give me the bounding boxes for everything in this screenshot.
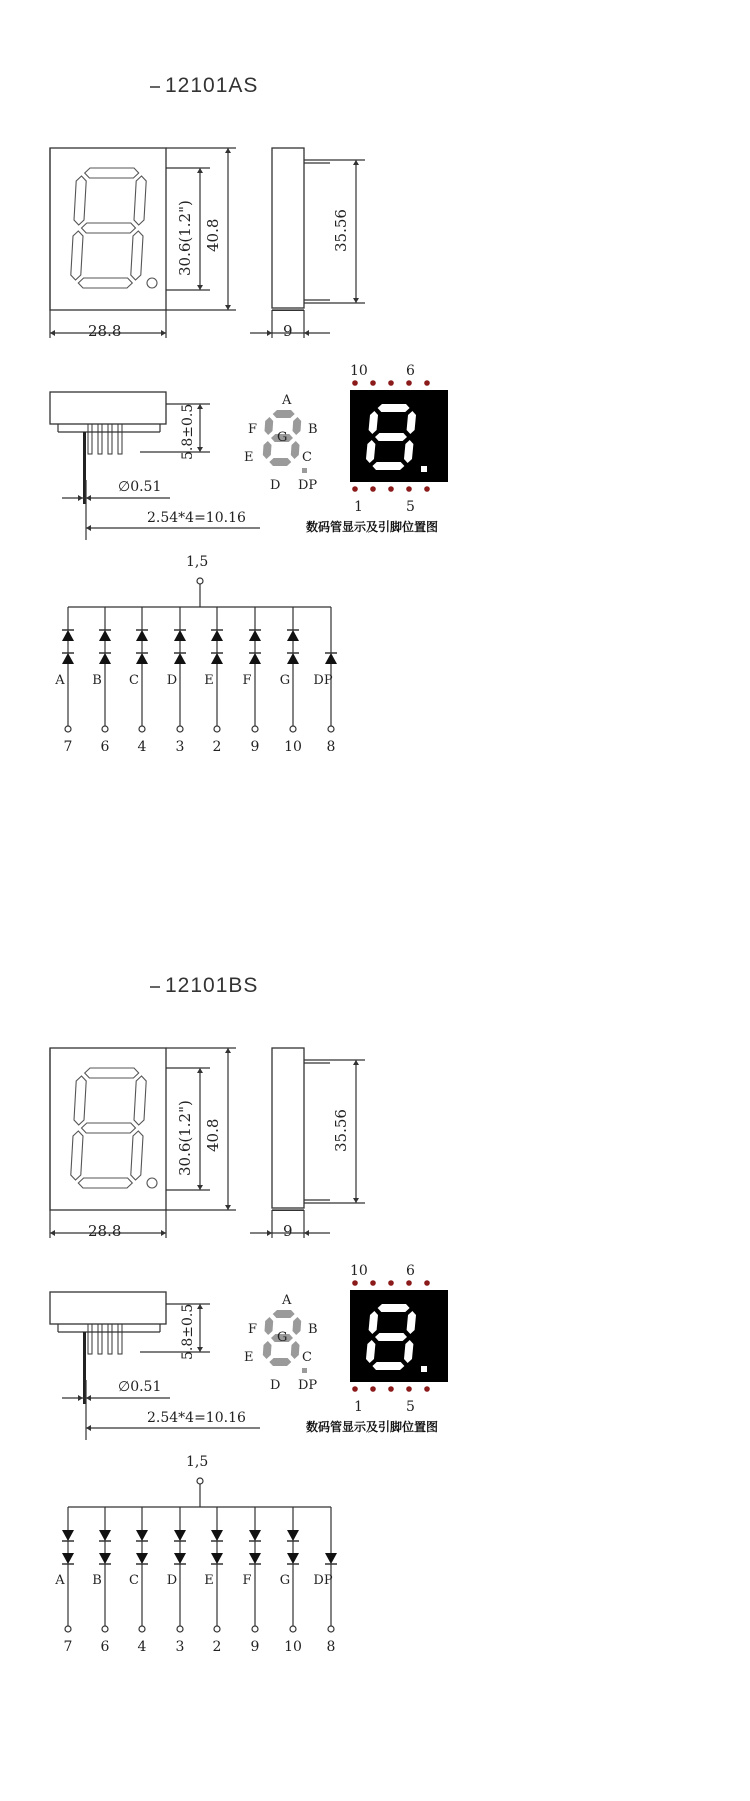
pin-number: 10 — [284, 1639, 302, 1655]
front-view-outline — [50, 148, 166, 310]
dimension-arrowhead — [50, 1230, 55, 1236]
segment-name: E — [204, 673, 214, 688]
pin-label-6: 6 — [406, 1263, 415, 1279]
side-view-outline — [272, 148, 304, 308]
pin-terminal — [290, 726, 296, 732]
segment-label-e: E — [244, 450, 254, 465]
segment-label-c: C — [302, 450, 312, 465]
dimension-arrowhead — [197, 1304, 203, 1309]
bottom-view-pin-3 — [108, 424, 112, 454]
segment-name: DP — [313, 1573, 333, 1588]
segment-name: C — [129, 673, 139, 688]
display-top-pin-dot-1 — [352, 380, 358, 386]
pin-number: 4 — [137, 1639, 147, 1655]
bottom-view-pin-2 — [98, 1324, 102, 1354]
diode-6-2-icon — [249, 1553, 261, 1564]
circuit-branch-b — [92, 607, 111, 755]
label-digit-segment-f — [265, 1317, 274, 1335]
segment-name: A — [55, 673, 65, 688]
dimension-arrowhead — [267, 330, 272, 336]
display-bottom-pin-dot-5 — [424, 486, 430, 492]
circuit-branch-c — [129, 1507, 148, 1655]
dimension-arrowhead — [86, 1395, 91, 1401]
segment-label-b: B — [308, 422, 318, 437]
dimension-arrowhead — [86, 1425, 91, 1431]
dimension-arrowhead — [225, 1048, 231, 1053]
label-digit-segment-d — [269, 1358, 291, 1366]
circuit-branch-e — [204, 1507, 223, 1655]
front-view-segment-b — [134, 1076, 146, 1125]
label-digit-segment-b — [293, 1317, 302, 1335]
display-digit-segment-g — [375, 1333, 407, 1341]
diode-5-2-icon — [211, 653, 223, 664]
pin-terminal — [139, 1626, 145, 1632]
dimension-arrowhead — [304, 330, 309, 336]
diode-4-2-icon — [174, 653, 186, 664]
standoff-dimension: 5.8±0.5 — [180, 1303, 196, 1360]
front-view-segment-f — [74, 1076, 86, 1125]
display-bottom-pin-dot-2 — [370, 486, 376, 492]
display-digit-dp — [421, 466, 427, 472]
height-dimension: 40.8 — [204, 1118, 222, 1152]
diode-4-2-icon — [174, 1553, 186, 1564]
digit-height-dimension: 30.6(1.2") — [176, 1100, 194, 1176]
diode-3-2-icon — [136, 1553, 148, 1564]
front-view-segment-e — [71, 231, 83, 280]
diode-6-2-icon — [249, 653, 261, 664]
part-number-title: 12101BS — [165, 974, 259, 997]
segment-name: G — [279, 673, 291, 688]
display-top-pin-dot-1 — [352, 1280, 358, 1286]
pin-terminal — [252, 726, 258, 732]
front-view-decimal-point — [147, 278, 157, 288]
segment-label-dp: DP — [298, 1378, 318, 1393]
circuit-branch-g — [280, 607, 302, 755]
display-digit-segment-g — [375, 433, 407, 441]
segment-name: DP — [313, 673, 333, 688]
pin-number: 6 — [100, 1639, 110, 1655]
bottom-view-pin-1 — [88, 1324, 92, 1354]
diode-5-1-icon — [211, 1530, 223, 1541]
dimension-arrowhead — [353, 298, 359, 303]
pin-terminal — [65, 1626, 71, 1632]
circuit-branch-f — [242, 607, 261, 755]
diode-4-1-icon — [174, 630, 186, 641]
pin-terminal — [102, 1626, 108, 1632]
segment-label-g: G — [277, 430, 288, 445]
pin-terminal — [139, 726, 145, 732]
depth-dimension: 9 — [283, 1222, 293, 1240]
bottom-view-body — [50, 392, 166, 424]
pin-number: 4 — [137, 739, 147, 755]
bottom-view-pin-4 — [118, 1324, 122, 1354]
common-pin-terminal — [197, 578, 203, 584]
dimension-arrowhead — [353, 1060, 359, 1065]
circuit-branch-g — [280, 1507, 302, 1655]
segment-name: G — [279, 1573, 291, 1588]
circuit-branch-a — [54, 1507, 74, 1655]
part-number-title: 12101AS — [165, 74, 259, 97]
display-top-pin-dot-3 — [388, 380, 394, 386]
pin-number: 9 — [250, 739, 260, 755]
dimension-arrowhead — [197, 168, 203, 173]
label-digit-segment-f — [265, 417, 274, 435]
segment-label-f: F — [248, 1322, 258, 1337]
dimension-arrowhead — [78, 1395, 83, 1401]
display-digit-segment-a — [378, 1304, 410, 1312]
bottom-view-pin-4 — [118, 424, 122, 454]
label-digit-dp — [302, 468, 307, 473]
bottom-view-body — [50, 1292, 166, 1324]
pin-terminal — [177, 1626, 183, 1632]
label-digit-segment-a — [273, 410, 295, 418]
pin-number: 7 — [63, 739, 73, 755]
diode-8-1-icon — [325, 1553, 337, 1564]
label-digit-segment-e — [263, 1341, 272, 1359]
diode-1-2-icon — [62, 653, 74, 664]
pin-number: 8 — [326, 739, 336, 755]
front-view-segment-g — [82, 1123, 136, 1133]
circuit-branch-d — [167, 607, 186, 755]
segment-name: F — [242, 673, 252, 688]
pin-terminal — [177, 726, 183, 732]
diode-8-1-icon — [325, 653, 337, 664]
segment-label-c: C — [302, 1350, 312, 1365]
segment-label-a: A — [282, 1293, 292, 1308]
segment-label-a: A — [282, 393, 292, 408]
segment-label-dp: DP — [298, 478, 318, 493]
bottom-view-pin-2 — [98, 424, 102, 454]
display-bottom-pin-dot-2 — [370, 1386, 376, 1392]
diode-3-2-icon — [136, 653, 148, 664]
circuit-branch-e — [204, 607, 223, 755]
segment-label-b: B — [308, 1322, 318, 1337]
display-bottom-pin-dot-1 — [352, 1386, 358, 1392]
pin-terminal — [214, 726, 220, 732]
front-view-segment-c — [131, 231, 143, 280]
dimension-arrowhead — [50, 330, 55, 336]
pin-number: 10 — [284, 739, 302, 755]
dimension-arrowhead — [161, 1230, 166, 1236]
front-view-segment-d — [78, 1178, 132, 1188]
circuit-branch-dp — [313, 1507, 337, 1655]
dimension-arrowhead — [197, 1068, 203, 1073]
display-top-pin-dot-4 — [406, 1280, 412, 1286]
dimension-arrowhead — [197, 447, 203, 452]
width-dimension: 28.8 — [88, 1222, 122, 1240]
label-digit-segment-c — [291, 1341, 300, 1359]
segment-name: A — [55, 1573, 65, 1588]
diode-5-2-icon — [211, 1553, 223, 1564]
display-top-pin-dot-5 — [424, 1280, 430, 1286]
pin-terminal — [214, 1626, 220, 1632]
dimension-arrowhead — [197, 1185, 203, 1190]
display-bottom-pin-dot-3 — [388, 1386, 394, 1392]
display-bottom-pin-dot-4 — [406, 486, 412, 492]
circuit-branch-dp — [313, 607, 337, 755]
pin-number: 9 — [250, 1639, 260, 1655]
front-view-segment-b — [134, 176, 146, 225]
segment-label-d: D — [270, 478, 281, 493]
dimension-arrowhead — [78, 495, 83, 501]
diode-7-2-icon — [287, 1553, 299, 1564]
dimension-arrowhead — [86, 495, 91, 501]
diode-4-1-icon — [174, 1530, 186, 1541]
display-pinout-caption: 数码管显示及引脚位置图 — [306, 1420, 439, 1434]
dimension-arrowhead — [161, 330, 166, 336]
pin-number: 3 — [175, 739, 185, 755]
segment-label-d: D — [270, 1378, 281, 1393]
display-digit-segment-d — [372, 1362, 404, 1370]
circuit-branch-c — [129, 607, 148, 755]
front-view-decimal-point — [147, 1178, 157, 1188]
diode-1-1-icon — [62, 1530, 74, 1541]
diode-2-1-icon — [99, 630, 111, 641]
common-pin-label: 1,5 — [186, 554, 209, 570]
segment-label-e: E — [244, 1350, 254, 1365]
segment-name: D — [166, 1573, 178, 1588]
pin-label-6: 6 — [406, 363, 415, 379]
display-top-pin-dot-4 — [406, 380, 412, 386]
front-view-segment-a — [85, 168, 139, 178]
display-digit-dp — [421, 1366, 427, 1372]
diode-3-1-icon — [136, 630, 148, 641]
diode-6-1-icon — [249, 1530, 261, 1541]
pin-span-dimension: 35.56 — [332, 209, 350, 252]
pin-pitch-dimension: 2.54*4=10.16 — [147, 1410, 246, 1426]
pin-span-dimension: 35.56 — [332, 1109, 350, 1152]
segment-label-f: F — [248, 422, 258, 437]
segment-label-g: G — [277, 1330, 288, 1345]
front-view-segment-g — [82, 223, 136, 233]
segment-name: E — [204, 1573, 214, 1588]
diode-5-1-icon — [211, 630, 223, 641]
label-digit-dp — [302, 1368, 307, 1373]
pin-label-1: 1 — [354, 1399, 363, 1415]
diode-6-1-icon — [249, 630, 261, 641]
segment-name: B — [92, 673, 102, 688]
pin-terminal — [102, 726, 108, 732]
pin-label-10: 10 — [350, 1263, 368, 1279]
panel-12101bs — [50, 974, 448, 1655]
bottom-view-pin-3 — [108, 1324, 112, 1354]
display-top-pin-dot-2 — [370, 1280, 376, 1286]
pin-terminal — [290, 1626, 296, 1632]
front-view-segment-c — [131, 1131, 143, 1180]
segment-name: B — [92, 1573, 102, 1588]
pin-label-5: 5 — [406, 1399, 415, 1415]
display-top-pin-dot-2 — [370, 380, 376, 386]
dimension-arrowhead — [86, 525, 91, 531]
common-pin-label: 1,5 — [186, 1454, 209, 1470]
front-view-segment-f — [74, 176, 86, 225]
dimension-arrowhead — [304, 1230, 309, 1236]
dimension-arrowhead — [267, 1230, 272, 1236]
diode-2-2-icon — [99, 653, 111, 664]
dimension-arrowhead — [353, 1198, 359, 1203]
dimension-arrowhead — [225, 1205, 231, 1210]
label-digit-segment-a — [273, 1310, 295, 1318]
pin-terminal — [328, 726, 334, 732]
pin-number: 7 — [63, 1639, 73, 1655]
pin-number: 8 — [326, 1639, 336, 1655]
pin-pitch-dimension: 2.54*4=10.16 — [147, 510, 246, 526]
bottom-view-pin-1 — [88, 424, 92, 454]
digit-height-dimension: 30.6(1.2") — [176, 200, 194, 276]
pin-number: 3 — [175, 1639, 185, 1655]
pin-number: 2 — [212, 1639, 222, 1655]
pin-diameter-dimension: ∅0.51 — [118, 1379, 162, 1395]
dimension-arrowhead — [225, 148, 231, 153]
height-dimension: 40.8 — [204, 218, 222, 252]
circuit-branch-d — [167, 1507, 186, 1655]
standoff-dimension: 5.8±0.5 — [180, 403, 196, 460]
panel-12101as — [50, 74, 448, 755]
diode-7-1-icon — [287, 1530, 299, 1541]
display-digit-segment-a — [378, 404, 410, 412]
display-top-pin-dot-5 — [424, 380, 430, 386]
front-view-segment-a — [85, 1068, 139, 1078]
dimension-arrowhead — [197, 404, 203, 409]
segment-name: C — [129, 1573, 139, 1588]
circuit-branch-f — [242, 1507, 261, 1655]
diode-1-2-icon — [62, 1553, 74, 1564]
diode-7-2-icon — [287, 653, 299, 664]
diode-2-1-icon — [99, 1530, 111, 1541]
diode-2-2-icon — [99, 1553, 111, 1564]
diode-3-1-icon — [136, 1530, 148, 1541]
diode-1-1-icon — [62, 630, 74, 641]
label-digit-segment-e — [263, 441, 272, 459]
pin-label-10: 10 — [350, 363, 368, 379]
pin-diameter-dimension: ∅0.51 — [118, 479, 162, 495]
front-view-segment-d — [78, 278, 132, 288]
pin-terminal — [252, 1626, 258, 1632]
circuit-branch-b — [92, 1507, 111, 1655]
label-digit-segment-b — [293, 417, 302, 435]
front-view-outline — [50, 1048, 166, 1210]
dimension-arrowhead — [225, 305, 231, 310]
display-bottom-pin-dot-5 — [424, 1386, 430, 1392]
pin-label-5: 5 — [406, 499, 415, 515]
label-digit-segment-d — [269, 458, 291, 466]
segment-name: D — [166, 673, 178, 688]
diode-7-1-icon — [287, 630, 299, 641]
display-top-pin-dot-3 — [388, 1280, 394, 1286]
display-digit-segment-d — [372, 462, 404, 470]
pin-terminal — [328, 1626, 334, 1632]
dimension-arrowhead — [197, 1347, 203, 1352]
side-view-outline — [272, 1048, 304, 1208]
pin-number: 6 — [100, 739, 110, 755]
display-bottom-pin-dot-4 — [406, 1386, 412, 1392]
dimension-arrowhead — [197, 285, 203, 290]
label-digit-segment-c — [291, 441, 300, 459]
common-pin-terminal — [197, 1478, 203, 1484]
display-pinout-caption: 数码管显示及引脚位置图 — [306, 520, 439, 534]
display-bottom-pin-dot-1 — [352, 486, 358, 492]
pin-label-1: 1 — [354, 499, 363, 515]
front-view-segment-e — [71, 1131, 83, 1180]
dimension-arrowhead — [353, 160, 359, 165]
display-bottom-pin-dot-3 — [388, 486, 394, 492]
pin-number: 2 — [212, 739, 222, 755]
segment-name: F — [242, 1573, 252, 1588]
circuit-branch-a — [54, 607, 74, 755]
pin-terminal — [65, 726, 71, 732]
depth-dimension: 9 — [283, 322, 293, 340]
width-dimension: 28.8 — [88, 322, 122, 340]
